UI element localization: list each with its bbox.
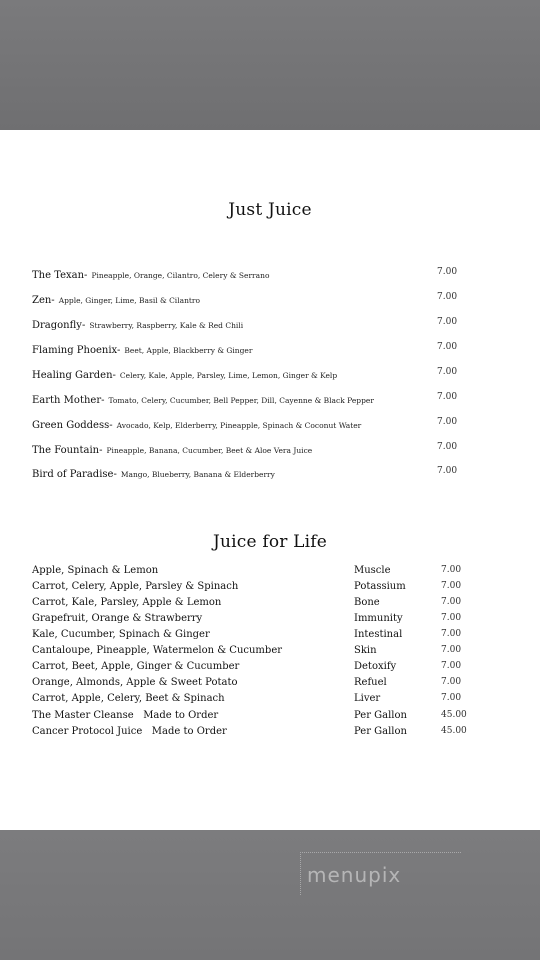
menu-item [32, 661, 512, 675]
item-price: 7.00 [437, 417, 458, 427]
menu-item [32, 466, 512, 483]
item-benefit: Refuel [354, 677, 387, 688]
item-price: 7.00 [441, 693, 462, 703]
item-benefit: Potassium [354, 581, 406, 592]
item-price: 45.00 [441, 710, 467, 720]
item-ingredients: Avocado, Kelp, Elderberry, Pineapple, Spinach & Coconut Water [116, 421, 362, 430]
item-name: Carrot, Apple, Celery, Beet & Spinach [32, 693, 225, 704]
item-price: 45.00 [441, 726, 467, 736]
menu-item [32, 693, 512, 707]
item-name: The Texan- [32, 270, 88, 281]
item-name: Bird of Paradise- [32, 469, 117, 480]
menu-item [32, 645, 512, 659]
menu-item [32, 597, 512, 611]
item-price: 7.00 [437, 367, 458, 377]
item-price: 7.00 [437, 267, 458, 277]
top-dark-band [0, 0, 540, 130]
menu-item [32, 292, 512, 309]
menu-item [32, 367, 512, 384]
item-benefit: Immunity [354, 613, 403, 624]
item-ingredients: Celery, Kale, Apple, Parsley, Lime, Lemon, Ginger & Kelp [119, 371, 338, 380]
item-price: 7.00 [441, 581, 462, 591]
menu-item [32, 613, 512, 627]
menu-item [32, 417, 512, 434]
item-name: Earth Mother- [32, 395, 105, 406]
item-ingredients: Apple, Ginger, Lime, Basil & Cilantro [58, 296, 201, 305]
item-name: Cantaloupe, Pineapple, Watermelon & Cucumber [32, 645, 283, 656]
item-price: 7.00 [441, 597, 462, 607]
item-name: Zen- [32, 295, 55, 306]
item-ingredients: Strawberry, Raspberry, Kale & Red Chili [89, 321, 244, 330]
menu-item [32, 629, 512, 643]
item-benefit: Per Gallon [354, 710, 407, 721]
item-price: 7.00 [441, 565, 462, 575]
item-benefit: Liver [354, 693, 381, 704]
item-benefit: Muscle [354, 565, 391, 576]
menu-item [32, 392, 512, 409]
item-price: 7.00 [437, 442, 458, 452]
section-title-just-juice: Just Juice [228, 200, 312, 220]
item-ingredients: Tomato, Celery, Cucumber, Bell Pepper, Dill, Cayenne & Black Pepper [108, 396, 374, 405]
menu-item [32, 726, 512, 740]
watermark-logo [300, 852, 461, 895]
item-name: Cancer Protocol Juice Made to Order [32, 726, 227, 737]
item-name: The Master Cleanse Made to Order [32, 710, 219, 721]
item-ingredients: Beet, Apple, Blackberry & Ginger [124, 346, 253, 355]
item-name: Orange, Almonds, Apple & Sweet Potato [32, 677, 238, 688]
menu-item [32, 581, 512, 595]
section-title-juice-for-life: Juice for Life [212, 532, 328, 552]
item-price: 7.00 [441, 629, 462, 639]
item-name: Dragonfly- [32, 320, 86, 331]
item-name: Kale, Cucumber, Spinach & Ginger [32, 629, 210, 640]
menu-item [32, 267, 512, 284]
item-name: The Fountain- [32, 445, 103, 456]
menu-item [32, 677, 512, 691]
item-ingredients: Mango, Blueberry, Banana & Elderberry [120, 470, 275, 479]
item-ingredients: Pineapple, Banana, Cucumber, Beet & Aloe Vera Juice [106, 446, 313, 455]
menu-item [32, 565, 512, 579]
item-benefit: Per Gallon [354, 726, 407, 737]
item-price: 7.00 [441, 661, 462, 671]
item-name: Healing Garden- [32, 370, 116, 381]
item-name: Carrot, Beet, Apple, Ginger & Cucumber [32, 661, 240, 672]
menu-item [32, 342, 512, 359]
item-price: 7.00 [441, 645, 462, 655]
item-price: 7.00 [441, 677, 462, 687]
item-price: 7.00 [437, 317, 458, 327]
item-name: Green Goddess- [32, 420, 113, 431]
item-benefit: Detoxify [354, 661, 397, 672]
item-benefit: Bone [354, 597, 380, 608]
bottom-dark-band [0, 830, 540, 960]
menu-item [32, 442, 512, 459]
item-benefit: Skin [354, 645, 377, 656]
item-name: Apple, Spinach & Lemon [32, 565, 159, 576]
item-name: Carrot, Kale, Parsley, Apple & Lemon [32, 597, 222, 608]
menu-item [32, 710, 512, 724]
item-name: Grapefruit, Orange & Strawberry [32, 613, 203, 624]
item-price: 7.00 [437, 342, 458, 352]
item-name: Flaming Phoenix- [32, 345, 121, 356]
item-price: 7.00 [441, 613, 462, 623]
item-price: 7.00 [437, 466, 458, 476]
item-price: 7.00 [437, 392, 458, 402]
item-name: Carrot, Celery, Apple, Parsley & Spinach [32, 581, 239, 592]
menu-item [32, 317, 512, 334]
watermark-text: menupix [307, 863, 402, 887]
item-ingredients: Pineapple, Orange, Cilantro, Celery & Serrano [91, 271, 270, 280]
item-benefit: Intestinal [354, 629, 403, 640]
item-price: 7.00 [437, 292, 458, 302]
